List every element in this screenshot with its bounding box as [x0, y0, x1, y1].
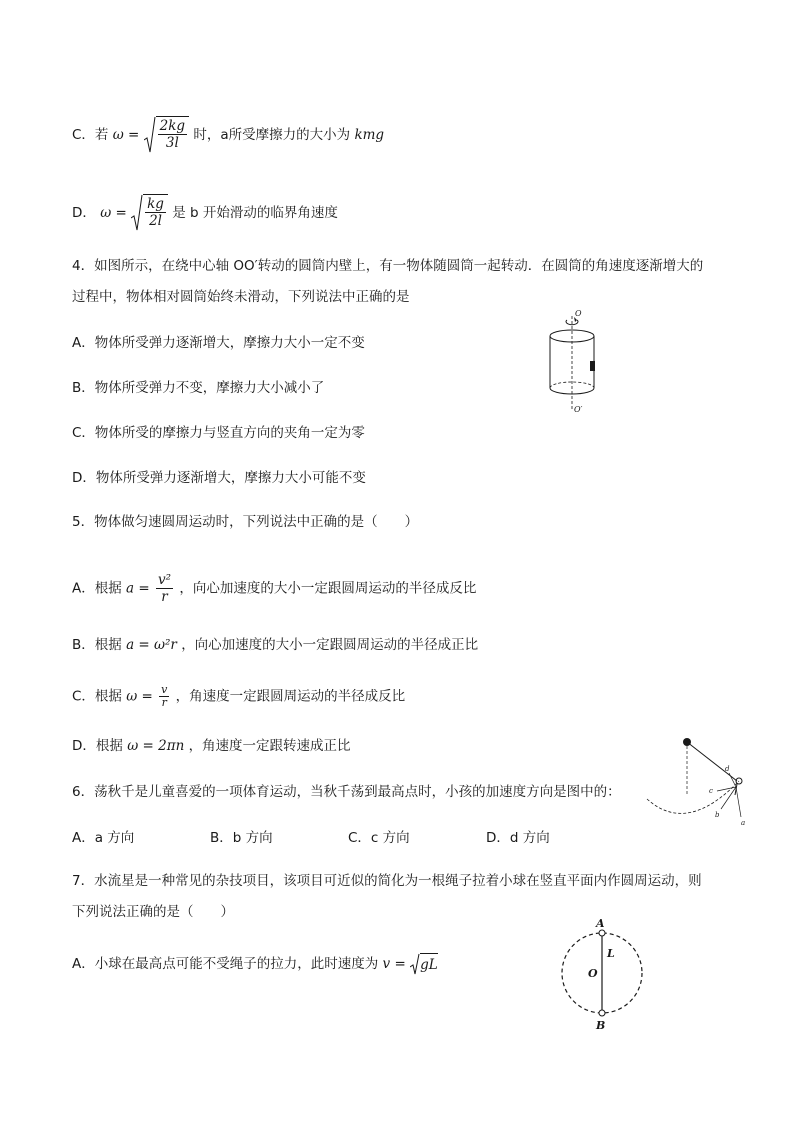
- label-o-prime: O′: [574, 405, 583, 414]
- q4-stem-line1: 4．如图所示，在绕中心轴 OO′转动的圆筒内壁上，有一物体随圆筒一起转动．在圆筒的角速度逐渐增大的: [72, 258, 704, 274]
- q7-stem-line1: 7．水流星是一种常见的杂技项目，该项目可近似的简化为一根绳子拉着小球在竖直平面内作圆周运动，则: [72, 873, 702, 889]
- svg-text:b: b: [715, 811, 720, 819]
- sqrt-expression: gL: [410, 953, 438, 975]
- q5-option-c: C．根据 ω = $\frac{v}{r}$ ，角速度一定跟圆周运动的半径成反比: [72, 683, 406, 709]
- radical-sign-icon: [131, 194, 143, 232]
- label-b: B: [596, 1019, 606, 1032]
- vertical-circle-figure: [555, 915, 647, 1033]
- arrow-c: [717, 787, 736, 791]
- q7-stem-line2: 下列说法正确的是（ ）: [72, 904, 234, 920]
- label-o-top: O: [575, 309, 582, 318]
- radical-sign-icon: [410, 953, 420, 975]
- q4-option-c: C．物体所受的摩擦力与竖直方向的夹角一定为零: [72, 425, 365, 441]
- ball-top: [599, 930, 605, 936]
- label-o: O: [588, 967, 598, 980]
- ball-bottom: [599, 1010, 605, 1016]
- radical-sign-icon: [144, 116, 156, 154]
- swing-rope: [687, 742, 737, 781]
- svg-text:d: d: [725, 765, 730, 773]
- q6-stem: 6．荡秋千是儿童喜爱的一项体育运动，当秋千荡到最高点时，小孩的加速度方向是图中的：: [72, 784, 621, 800]
- arrow-b: [721, 787, 736, 809]
- q4-option-b: B．物体所受弹力不变，摩擦力大小减小了: [72, 380, 325, 396]
- swing-arc: [647, 781, 739, 813]
- label-a: A: [596, 917, 605, 930]
- swing-figure: [645, 735, 755, 827]
- svg-text:a: a: [741, 819, 746, 827]
- q4-stem-line2: 过程中，物体相对圆筒始终未滑动，下列说法中正确的是: [72, 289, 410, 305]
- q5-option-b: B．根据 a = ω²r ，向心加速度的大小一定跟圆周运动的半径成正比: [72, 637, 479, 653]
- rotating-cylinder-figure: [536, 308, 606, 416]
- q6-option-b: B．b 方向: [210, 830, 273, 846]
- q5-option-d: D．根据 ω = 2πn ，角速度一定跟转速成正比: [72, 738, 351, 754]
- label-l: L: [607, 947, 615, 960]
- q5-stem: 5．物体做匀速圆周运动时，下列说法中正确的是（ ）: [72, 514, 419, 530]
- sqrt-expression: $\frac{kg}{2l}$: [131, 194, 168, 232]
- q6-option-a: A．a 方向: [72, 830, 135, 846]
- q7-option-a: A．小球在最高点可能不受绳子的拉力，此时速度为 v = gL: [72, 953, 438, 975]
- q4-option-d: D．物体所受弹力逐渐增大，摩擦力大小可能不变: [72, 470, 366, 486]
- q4-option-a: A．物体所受弹力逐渐增大，摩擦力大小一定不变: [72, 335, 365, 351]
- block-on-wall: [590, 361, 595, 371]
- q5-option-a: A．根据 a = $\frac{\text{v²}}{r}$ ，向心加速度的大小一定跟圆周运动的半径成反比: [72, 572, 477, 605]
- omega-symbol: ω: [112, 127, 124, 143]
- q3-option-c: C．若 ω = $\frac{2kg}{3l}$ 时，a所受摩擦力的大小为 kmg: [72, 116, 384, 154]
- sqrt-expression: $\frac{2kg}{3l}$: [144, 116, 189, 154]
- q6-option-d: D．d 方向: [486, 830, 550, 846]
- arrow-a: [736, 787, 741, 817]
- q3-option-d: D． ω = $\frac{kg}{2l}$ 是 b 开始滑动的临界角速度: [72, 194, 338, 232]
- q6-option-c: C．c 方向: [348, 830, 410, 846]
- svg-text:c: c: [709, 787, 713, 795]
